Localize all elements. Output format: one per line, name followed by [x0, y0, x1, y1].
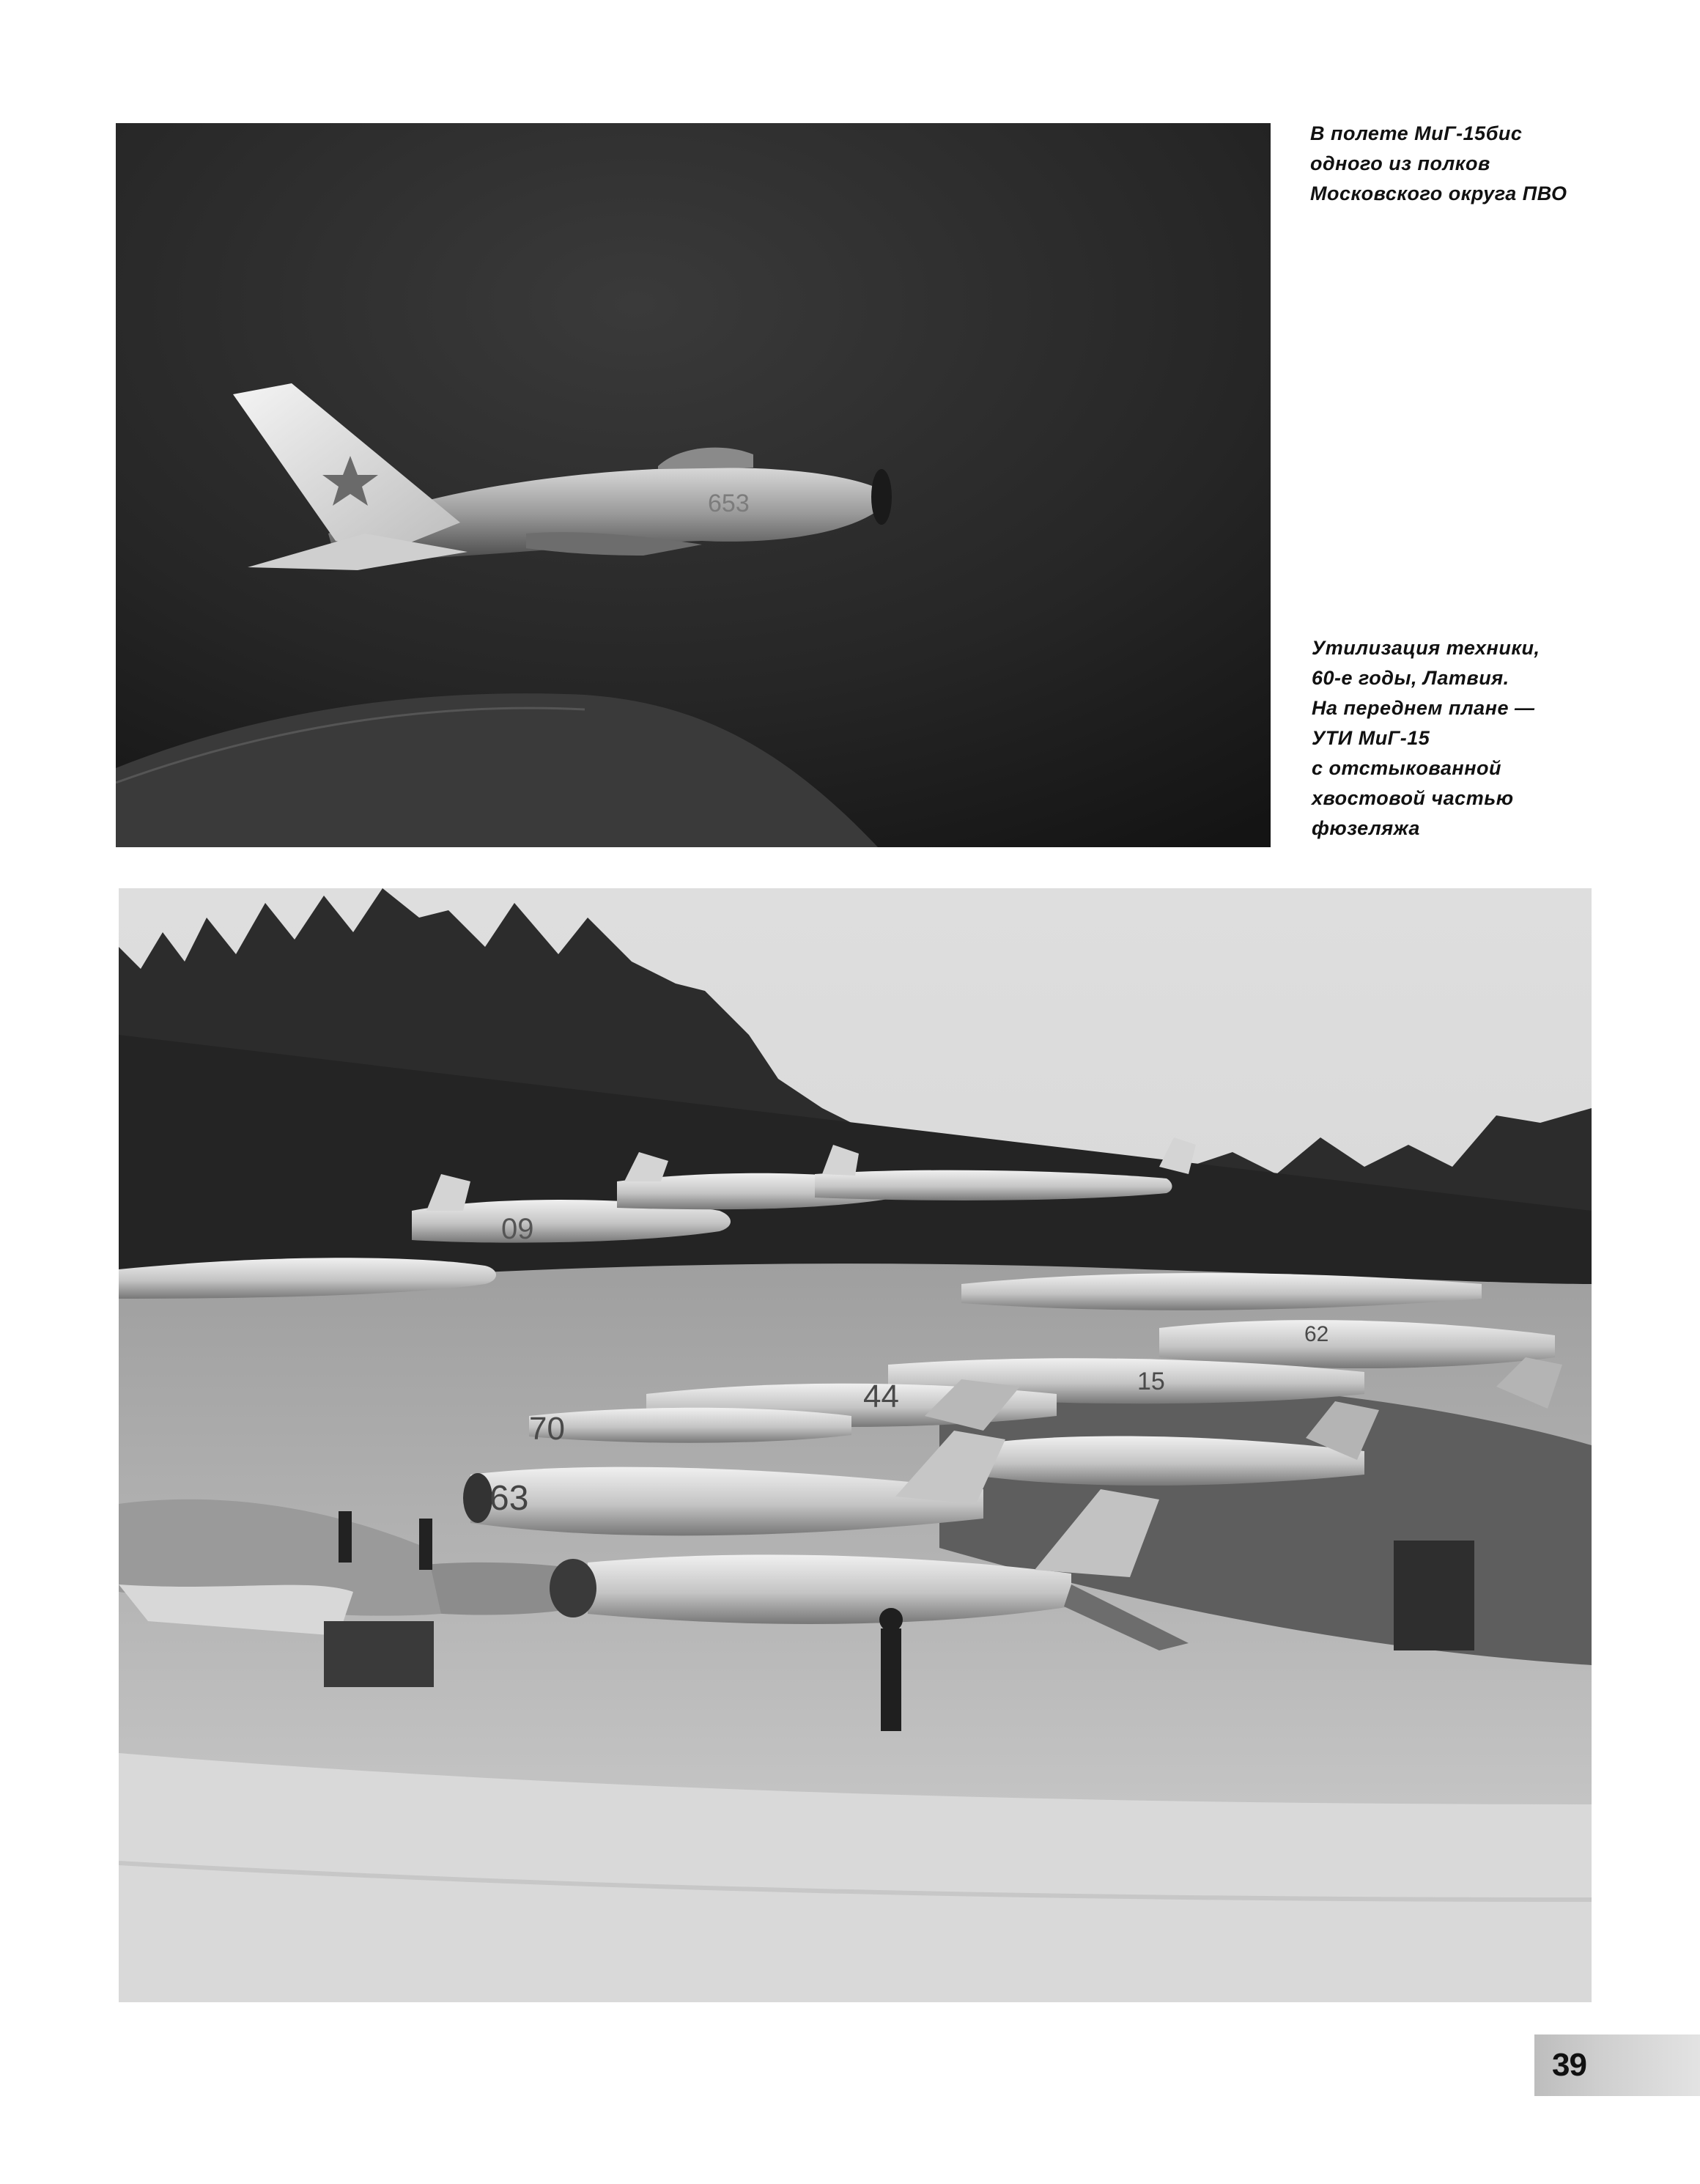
aircraft-number-62: 62 [1304, 1322, 1329, 1346]
aircraft-number-15: 15 [1137, 1368, 1165, 1395]
caption-line: одного из полков [1310, 152, 1490, 174]
caption-line: хвостовой частью [1312, 787, 1514, 809]
caption-line: 60-е годы, Латвия. [1312, 667, 1509, 689]
caption-line: фюзеляжа [1312, 817, 1420, 839]
aircraft-number-70: 70 [529, 1411, 565, 1447]
caption-line: УТИ МиГ-15 [1312, 727, 1430, 749]
aircraft-tail-code: 653 [708, 490, 750, 517]
photo-aircraft-disposal-latvia [119, 888, 1592, 2002]
caption-line: Московского округа ПВО [1310, 182, 1567, 204]
page-number: 39 [1552, 2047, 1586, 2083]
aircraft-number-09: 09 [501, 1213, 534, 1245]
caption-mig15bis-in-flight [1310, 119, 1567, 209]
photo-mig15bis-in-flight [116, 123, 1271, 847]
photo-disposal-image [119, 888, 1592, 2002]
caption-aircraft-disposal [1312, 633, 1540, 844]
caption-line: с отстыкованной [1312, 757, 1501, 779]
caption-line: На переднем плане — [1312, 697, 1535, 719]
aircraft-number-63: 63 [489, 1479, 529, 1518]
caption-line: Утилизация техники, [1312, 637, 1540, 659]
caption-line: В полете МиГ-15бис [1310, 122, 1523, 144]
photo-mig15bis-image [116, 123, 1271, 847]
aircraft-number-44: 44 [863, 1379, 899, 1414]
